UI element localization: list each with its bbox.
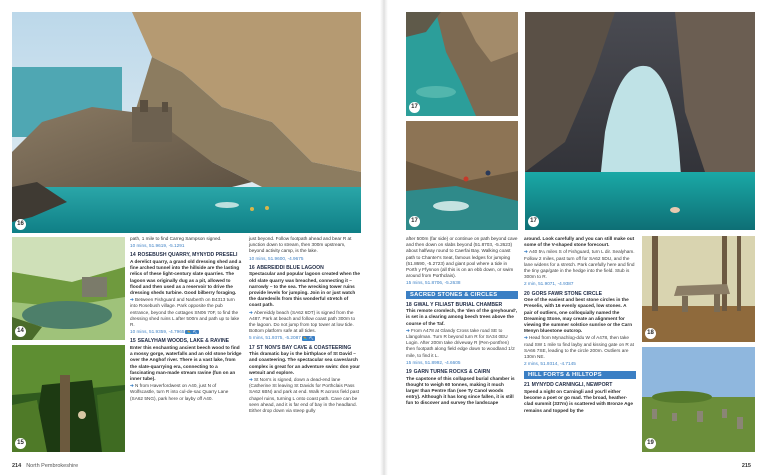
entry-directions-17: ➔St Non's is signed, down a dead-end lane (Catherine St leaving St Davids for Porthclais Pass SA62 6BN) and park at end. Walk R across field past chapel ruins, turning L onto coast path. Cave can be seen ahead, and it is far end of bay in the headland. Either drop down via steep gully — [249, 377, 360, 414]
entry-directions-15: ➔N from Haverfordwest on A40, just N of Wolfscastle, turn R into cul-de-sac Quarry Lane (SA62 5NG), park here or layby off A40. — [130, 383, 229, 401]
intro-text: around. Look carefully and you can still make out some of the V-shaped stone forecourt. — [524, 236, 635, 248]
entry-directions-18: ➔From A478 at Glandy Cross take road SE to Llangolman. Turn R beyond turn R for SA34 0EU Login. After 200m take driveway R (Pen-pontfren) then footpath along field edge down to woodland 1/2 mile, to find it L. — [406, 327, 515, 358]
entry-body-20: One of the easiest and best stone circles in the Preselis, with 16 evenly spaced, low stones. A pair of outliers, one colloquially named the Dreaming Stone, may create an alignment for viewing the summer solstice sunrise or the Carn Menyn bluestone outcrop. — [524, 297, 633, 334]
photo-st-nons-cliff — [406, 12, 518, 116]
photo-number-badge: 15 — [15, 438, 26, 449]
entry-title-19: 19 GARN TURNE ROCKS & CAIRN — [406, 369, 491, 376]
text-column-2 — [249, 236, 361, 415]
entry-directions-16: ➔Abereiddy beach (SA62 6DT) is signed from the A487. Park at beach and follow coast path 300m to the lagoon. Do not jump from top tower at low tide. Bottom platform safe at all tides. — [249, 309, 356, 334]
entry-title-21: 21 MYNYDD CARNINGLI, NEWPORT — [524, 382, 613, 389]
photo-sea-cave — [525, 12, 755, 230]
running-section: North Pembrokeshire — [26, 463, 79, 469]
page-number: 215 — [741, 463, 751, 469]
entry-body-15: Enter this enchanting ancient beech wood to find a mossy gorge, waterfalls and an old stone bridge over the Anghof river. There is a vast lake, from the slate-quarrying era, connecting to a fascinating man-made stream ravine (fun on an inner tube). — [130, 345, 242, 382]
intro-text: path, 1 mile to find Carreg Sampson signed. — [130, 236, 222, 241]
entry-body-21: Spend a night on Carningli and you'll either become a poet or go mad. The broad, heather-clad summit (337m) is scattered with Bronze Age remains and topped by the — [524, 389, 633, 413]
grid-reference-20: 2 mins, 51.9314, -4.7145 — [524, 361, 576, 367]
entry-body-17: This dramatic bay is the birthplace of St David – and coasteering. The spectacular sea caves/arch complex is great for an adventure swim: don your wetsuit and explore. — [249, 351, 360, 375]
arrow-icon: ➔ — [130, 383, 134, 389]
intro-text: just beyond. Follow footpath ahead and bear R at junction down to stream, then 300m upstream, beyond activity camp, is the lake. — [249, 236, 352, 254]
grid-reference-16: 5 mins, 51.9375, -5.2087 🏊 ⛏ — [249, 335, 314, 341]
entry-body-16: Spectacular and popular lagoon created when the old slate quarry was breached, connecting it – narrowly – to the sea. The wrecking tower ruins provide levels for jumping. Join in or just watch the daredevils from this wonderful stretch of coast path. — [249, 271, 360, 308]
photo-number-badge: 18 — [645, 328, 656, 339]
photo-number-badge: 16 — [15, 219, 26, 230]
photo-number-badge: 14 — [15, 326, 26, 337]
text-column-3 — [406, 236, 518, 408]
arrow-icon: ➔ — [249, 309, 253, 315]
section-header-sacred-stones: SACRED STONES & CIRCLES — [406, 291, 518, 299]
entry-title-17: 17 ST NON'S BAY CAVE & COASTEERING — [249, 344, 352, 351]
left-page — [0, 0, 380, 475]
arrow-icon: ➔ — [249, 377, 253, 383]
entry-title-20: 20 GORS FAWR STONE CIRCLE — [524, 290, 603, 297]
entry-title-18: 18 GWAL Y FILIAST BURIAL CHAMBER — [406, 301, 503, 308]
photo-blue-lagoon — [12, 12, 361, 233]
entry-title-15: 15 SEALYHAM WOODS, LAKE & RAVINE — [130, 338, 230, 345]
photo-rosebush-quarry — [12, 237, 125, 340]
intro-text: after 500m (far side) or continue on path beyond cave and then down on slabs beyond (51.8703, -5.2623) about halfway round to Caerfai Bay. Walking coast path to Chanter's Seat, famous ledges for jumping (51.8690, -5.2723) and giant pool where a tide in Porth y Ffynnon (all this is on an ebb down, or swim around from Porthclais). — [406, 236, 518, 279]
folio-left — [12, 463, 78, 469]
page-number: 214 — [12, 463, 22, 469]
rosebush-quarry-illustration — [12, 237, 125, 340]
arrow-icon: ➔ — [406, 327, 410, 333]
text-column-4 — [524, 236, 636, 415]
photo-number-badge: 19 — [645, 438, 656, 449]
intro-directions: ➔A40 5¼ miles S of Fishguard, turn L dir. Sealyham. Follow 2 miles, past turn off for SA62 5DU, and the lane widens for a stretch. Park carefully here and find the tiny gap/gate in the hedge into the field. Stub is 300m to R. — [524, 249, 635, 280]
grid-reference: 15 mins, 51.8706, -5.2638 — [406, 280, 461, 286]
entry-directions-14: ➔Between Fishguard and Narberth on B4313 turn into Rosebush village. Park opposite the pub entrance, beyond the cottages SN06 70F, to find the dressing shed ruins L after 500m and path up to lake R. — [130, 297, 240, 328]
photo-gors-fawr — [642, 347, 755, 452]
grid-reference-18: 15 mins, 51.8992, -4.6605 — [406, 359, 461, 365]
section-header-hill-forts: HILL FORTS & HILLTOPS — [524, 371, 636, 379]
photo-gwal-y-filiast — [642, 236, 755, 342]
arrow-icon: ➔ — [524, 335, 528, 341]
grid-reference-14: 10 mins, 51.9359, -4.7965 🏊 ⛏ — [130, 329, 198, 335]
text-column-1 — [130, 236, 242, 403]
entry-body-14: A derelict quarry, a grand old dressing shed and a fine arched tunnel into the hillside are the lasting relics of these light-century slate quarries. The lagoon was originally dug as a pit, allowed to flood and then used as a reservoir to drive the dressing sheds turbine. Good bilberry foraging. — [130, 259, 242, 296]
photo-coasteering — [406, 121, 518, 230]
right-page — [388, 0, 768, 475]
cromlech-illustration — [642, 236, 755, 342]
photo-number-badge: 17 — [409, 216, 420, 227]
stone-circle-illustration — [642, 347, 755, 452]
folio-right — [742, 463, 756, 469]
photo-number-badge: 17 — [528, 216, 539, 227]
entry-body-18: This remote cromlech, the 'den of the greyhound', is set in a clearing among beech trees above the course of the Taf. — [406, 308, 518, 326]
grid-reference: 2 min, 51.9071, -4.9387 — [524, 281, 574, 287]
entry-title-14: 14 ROSEBUSH QUARRY, MYNYDD PRESELI — [130, 252, 238, 259]
entry-directions-20: ➔Head from Mynachlog-ddu W of A478, then take road SW 1 mile to find layby and kissing gate on R at SA66 7SE, leading to the circle 200m. Outliers are 130m NE. — [524, 335, 634, 360]
photo-number-badge: 17 — [409, 102, 420, 113]
sea-cave-illustration — [525, 12, 755, 230]
blue-lagoon-illustration — [12, 12, 361, 233]
st-nons-cliff-illustration — [406, 12, 518, 116]
arrow-icon: ➔ — [130, 297, 134, 303]
coasteering-illustration — [406, 121, 518, 230]
grid-reference: 10 mins, 51.9600, -4.9675 — [249, 255, 304, 261]
sealyham-woods-illustration — [12, 345, 125, 452]
grid-reference: 10 mins, 51.9619, -5.1291 — [130, 243, 185, 249]
photo-sealyham-woods — [12, 345, 125, 452]
arrow-icon: ➔ — [524, 249, 528, 255]
book-gutter — [380, 0, 388, 475]
entry-body-19: The capstone of this collapsed burial chamber is thought to weigh 60 tonnes, making it much larger than Pentre Ifan (see Ty Canol woods entry). Although it has long since fallen, it is still fun to discover and survey the landscape — [406, 375, 515, 406]
activity-tag: 🏊 ⛏ — [303, 335, 314, 340]
entry-title-16: 16 ABEREIDDI BLUE LAGOON — [249, 264, 324, 271]
activity-tag: 🏊 ⛏ — [186, 329, 198, 334]
